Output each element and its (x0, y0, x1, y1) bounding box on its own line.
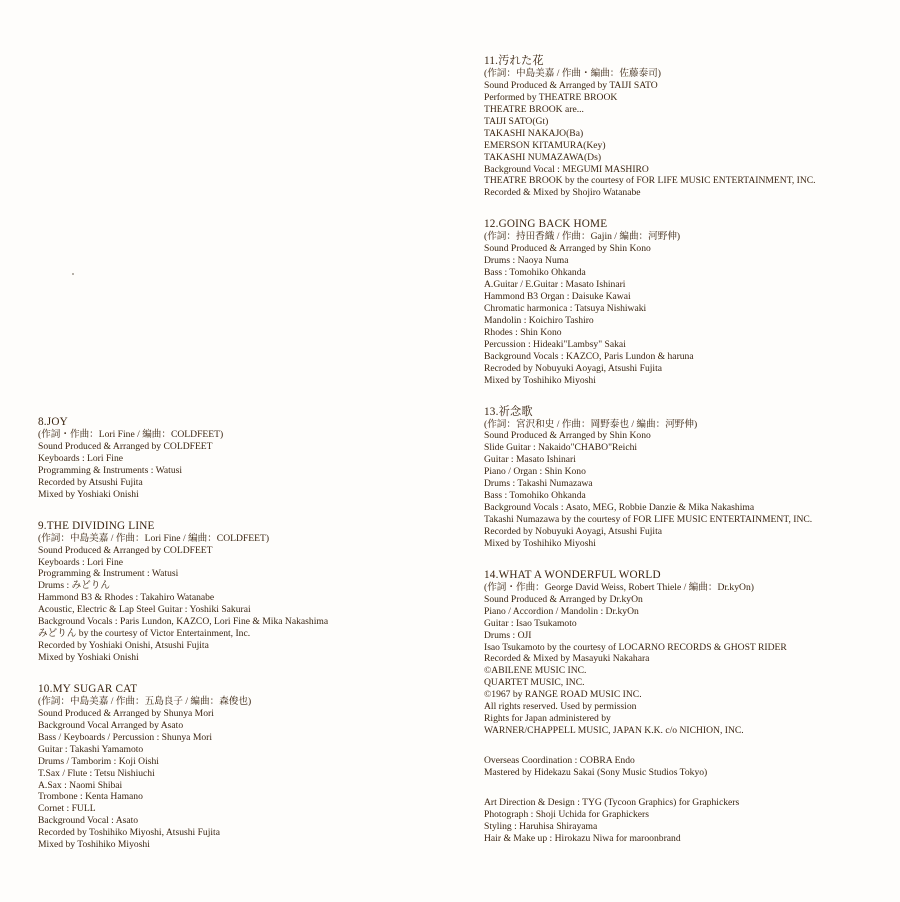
credit-line: Piano / Accordion / Mandolin : Dr.kyOn (484, 605, 639, 617)
art-credits (484, 797, 894, 845)
credit-line: Hair & Make up : Hirokazu Niwa for maroonbrand (484, 832, 681, 844)
credit-line: Recorded & Mixed by Masayuki Nakahara (484, 653, 650, 665)
credit-line: Drums / Tamborim : Koji Oishi (38, 755, 159, 767)
credit-line: Sound Produced & Arranged by Shin Kono (484, 430, 651, 442)
credit-line: Recorded by Yoshiaki Onishi, Atsushi Fujita (38, 640, 209, 652)
credit-line: Mixed by Yoshiaki Onishi (38, 652, 139, 663)
credit-line: Hammond B3 Organ : Daisuke Kawai (484, 291, 631, 302)
credit-line: Percussion : Hideaki"Lambsy" Sakai (484, 338, 626, 350)
credit-line: Mixed by Toshihiko Miyoshi (38, 839, 150, 851)
credit-line: Recorded by Toshihiko Miyoshi, Atsushi Fujita (38, 827, 220, 839)
credit-line: Drums : Naoya Numa (484, 255, 569, 267)
credit-line: TAKASHI NAKAJO(Ba) (484, 127, 584, 139)
credit-line: Background Vocals : KAZCO, Paris Lundon & haruna (484, 350, 694, 362)
credit-line: WARNER/CHAPPELL MUSIC, JAPAN K.K. c/o NICHION, INC. (484, 725, 744, 737)
credit-line: Drums : Takashi Numazawa (484, 478, 593, 490)
credit-line: Recroded by Nobuyuki Aoyagi, Atsushi Fujita (484, 362, 663, 374)
track-title: 10.MY SUGAR CAT (38, 682, 138, 695)
track-title: 9.THE DIVIDING LINE (38, 519, 155, 532)
credit-line: T.Sax / Flute : Tetsu Nishiuchi (38, 767, 155, 779)
credit-line: Mixed by Toshihiko Miyoshi (484, 374, 596, 386)
credit-line: Guitar : Isao Tsukamoto (484, 617, 577, 629)
track-10-credits (38, 682, 458, 851)
left-column (38, 415, 458, 851)
credit-line: Sound Produced & Arranged by Shunya Mori (38, 707, 214, 719)
credit-line: Chromatic harmonica : Tatsuya Nishiwaki (484, 302, 647, 314)
credit-line: Photograph : Shoji Uchida for Graphickers (484, 808, 649, 820)
credit-line: Rights for Japan administered by (484, 713, 611, 725)
credit-line: Background Vocals : Paris Lundon, KAZCO, Lori Fine & Mika Nakashima (38, 616, 329, 628)
track-12-credits (484, 217, 894, 386)
credit-line: Sound Produced & Arranged by Dr.kyOn (484, 593, 643, 605)
credit-line: EMERSON KITAMURA(Key) (484, 139, 606, 151)
credit-line: みどりん by the courtesy of Victor Entertainment, Inc. (38, 628, 251, 640)
credit-line: THEATRE BROOK are... (484, 103, 584, 115)
credit-line: Mastered by Hidekazu Sakai (Sony Music Studios Tokyo) (484, 766, 708, 778)
credit-line: Performed by THEATRE BROOK (484, 91, 618, 103)
credit-line: Guitar : Takashi Yamamoto (38, 743, 144, 755)
credit-line: Bass / Keyboards / Percussion : Shunya Mori (38, 731, 213, 743)
track-8-credits (38, 415, 458, 501)
track-11-credits (484, 54, 894, 199)
credit-line: Sound Produced & Arranged by TAIJI SATO (484, 79, 658, 91)
credit-line: (作詞：中島美嘉 / 作曲・編曲：佐藤泰司) (484, 68, 661, 79)
credit-line: Background Vocals : Asato, MEG, Robbie Danzie & Mika Nakashima (484, 502, 755, 514)
credit-line: Mixed by Yoshiaki Onishi (38, 488, 139, 500)
credit-line: Mandolin : Koichiro Tashiro (484, 314, 594, 326)
track-title: 11.汚れた花 (484, 55, 544, 67)
credit-line: Cornet : FULL (38, 803, 96, 815)
coordination-credits (484, 755, 894, 779)
track-14-credits (484, 568, 894, 737)
credit-line: Programming & Instrument : Watusi (38, 568, 179, 580)
credit-line: All rights reserved. Used by permission (484, 701, 637, 713)
credit-line: Sound Produced & Arranged by COLDFEET (38, 544, 213, 556)
credit-line: TAIJI SATO(Gt) (484, 115, 549, 127)
track-9-credits (38, 519, 458, 664)
credit-line: Overseas Coordination : COBRA Endo (484, 755, 635, 766)
credit-line: Bass : Tomohiko Ohkanda (484, 267, 586, 279)
right-column (484, 54, 894, 845)
credit-line: Background Vocal : Asato (38, 815, 139, 827)
credit-line: Keyboards : Lori Fine (38, 556, 123, 568)
credit-line: Slide Guitar : Nakaido"CHABO"Reichi (484, 442, 638, 454)
credit-line: Guitar : Masato Ishinari (484, 454, 576, 466)
credit-line: Art Direction & Design : TYG (Tycoon Graphics) for Graphickers (484, 796, 740, 808)
credit-line: (作詞：持田香織 / 作曲：Gajin / 編曲：河野伸) (484, 231, 681, 243)
credit-line: A.Sax : Naomi Shibai (38, 779, 123, 791)
credit-line: Bass : Tomohiko Ohkanda (484, 490, 586, 502)
credit-line: (作詞：宮沢和史 / 作曲：岡野泰也 / 編曲：河野伸) (484, 418, 698, 430)
credit-line: Piano / Organ : Shin Kono (484, 466, 586, 478)
credit-line: (作詞：中島美嘉 / 作曲：五島良子 / 編曲：森俊也) (38, 695, 252, 707)
credit-line: (作詞：中島美嘉 / 作曲：Lori Fine / 編曲：COLDFEET) (38, 532, 270, 544)
credit-line: Rhodes : Shin Kono (484, 326, 562, 338)
credit-line: Programming & Instruments : Watusi (38, 464, 183, 476)
credit-line: Trombone : Kenta Hamano (38, 791, 143, 803)
credit-line: Recorded by Atsushi Fujita (38, 476, 143, 488)
credit-line: TAKASHI NUMAZAWA(Ds) (484, 151, 602, 163)
track-title: 8.JOY (38, 416, 68, 428)
credit-line: Background Vocal : MEGUMI MASHIRO (484, 163, 649, 175)
credit-line: (作詞・作曲：Lori Fine / 編曲：COLDFEET) (38, 429, 224, 440)
credit-line: Sound Produced & Arranged by Shin Kono (484, 243, 651, 255)
credit-line: Acoustic, Electric & Lap Steel Guitar : Yoshiki Sakurai (38, 604, 251, 616)
credit-line: QUARTET MUSIC, INC. (484, 677, 585, 689)
credit-line: A.Guitar / E.Guitar : Masato Ishinari (484, 279, 626, 291)
track-13-credits (484, 405, 894, 550)
credit-line: Sound Produced & Arranged by COLDFEET (38, 440, 213, 452)
track-title: 14.WHAT A WONDERFUL WORLD (484, 568, 661, 581)
credit-line: Mixed by Toshihiko Miyoshi (484, 537, 596, 549)
credit-line: (作詞・作曲：George David Weiss, Robert Thiele / 編曲：Dr.kyOn) (484, 581, 754, 593)
credit-line: ©ABILENE MUSIC INC. (484, 665, 587, 677)
track-title: 13.祈念歌 (484, 405, 533, 418)
credit-line: Keyboards : Lori Fine (38, 452, 123, 464)
credit-line: Background Vocal Arranged by Asato (38, 719, 184, 731)
scan-speck (72, 273, 74, 275)
credit-line: Drums : OJI (484, 629, 532, 641)
credit-line: Recorded & Mixed by Shojiro Watanabe (484, 187, 641, 199)
credit-line: Styling : Haruhisa Shirayama (484, 820, 598, 832)
credit-line: Isao Tsukamoto by the courtesy of LOCARNO RECORDS & GHOST RIDER (484, 641, 787, 653)
credit-line: Drums : みどりん (38, 580, 110, 592)
credit-line: THEATRE BROOK by the courtesy of FOR LIFE MUSIC ENTERTAINMENT, INC. (484, 175, 816, 187)
credit-line: ©1967 by RANGE ROAD MUSIC INC. (484, 689, 642, 701)
credit-line: Hammond B3 & Rhodes : Takahiro Watanabe (38, 592, 215, 604)
credit-line: Recorded by Nobuyuki Aoyagi, Atsushi Fujita (484, 525, 663, 537)
credit-line: Takashi Numazawa by the courtesy of FOR LIFE MUSIC ENTERTAINMENT, INC. (484, 514, 813, 525)
track-title: 12.GOING BACK HOME (484, 218, 608, 231)
